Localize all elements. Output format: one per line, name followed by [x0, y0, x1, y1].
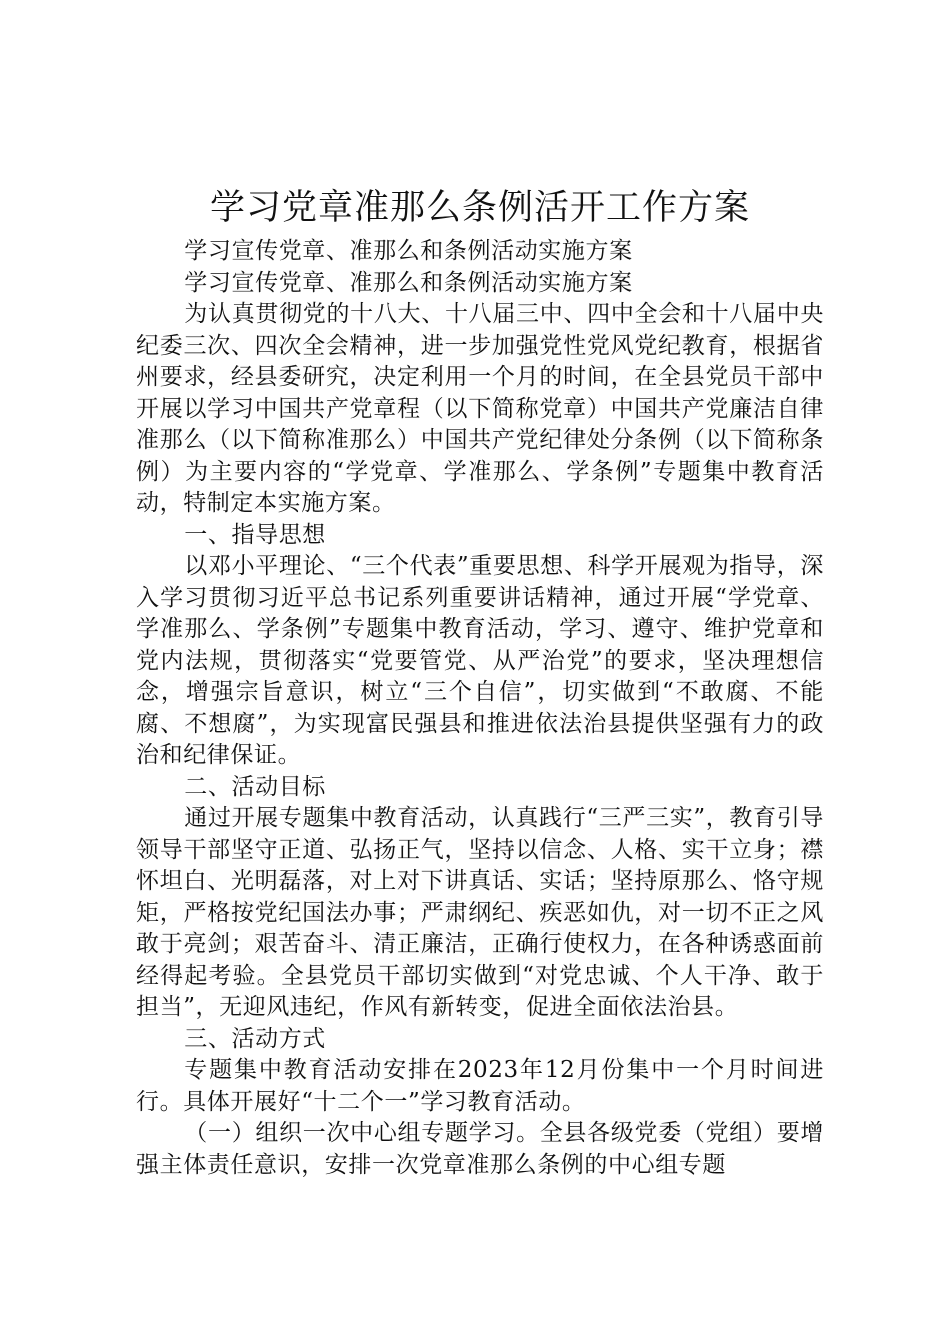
section-heading-guiding-ideology: 一、指导思想: [184, 521, 326, 548]
section-heading-activity-goals: 二、活动目标: [184, 773, 326, 800]
document-title: 学习党章准那么条例活开工作方案: [209, 188, 750, 228]
intro-paragraph: 为认真贯彻党的十八大、十八届三中、四中全会和十八届中央纪委三次、四次全会精神，进一步加强党性党风党纪教育，根据省州要求，经县委研究，决定利用一个月的时间，在全县党员干部中开展以学习中国共产党章程（以下简称党章）中国共产党廉洁自律准那么（以下简称准那么）中国共产党纪律处分条例（以下简称条例）为主要内容的“学党章、学准那么、学条例”专题集中教育活动，特制定本实施方案。: [136, 301, 824, 516]
subtitle-line: 学习宣传党章、准那么和条例活动实施方案: [184, 238, 633, 264]
activity-methods-paragraph: 专题集中教育活动安排在2023年12月份集中一个月时间进行。具体开展好“十二个一”学习教育活动。: [136, 1057, 824, 1115]
subtitle-line: 学习宣传党章、准那么和条例活动实施方案: [184, 269, 633, 296]
document-page: [136, 180, 824, 1181]
activity-goals-paragraph: 通过开展专题集中教育活动，认真践行“三严三实”，教育引导领导干部坚守正道、弘扬正气，坚持以信念、人格、实干立身；襟怀坦白、光明磊落，对上对下讲真话、实话；坚持原那么、恪守规矩，严格按党纪国法办事；严肃纲纪、疾恶如仇，对一切不正之风敢于亮剑；艰苦奋斗、清正廉洁，正确行使权力，在各种诱惑面前经得起考验。全县党员干部切实做到“对党忠诚、个人干净、敢于担当”，无迎风违纪，作风有新转变，促进全面依法治县。: [136, 805, 824, 1020]
method-item-1-paragraph: （一）组织一次中心组专题学习。全县各级党委（党组）要增强主体责任意识，安排一次党章准那么条例的中心组专题: [136, 1120, 824, 1178]
section-heading-activity-methods: 三、活动方式: [184, 1025, 326, 1052]
guiding-ideology-paragraph: 以邓小平理论、“三个代表”重要思想、科学开展观为指导，深入学习贯彻习近平总书记系列重要讲话精神，通过开展“学党章、学准那么、学条例”专题集中教育活动，学习、遵守、维护党章和党内法规，贯彻落实“党要管党、从严治党”的要求，坚决理想信念，增强宗旨意识，树立“三个自信”，切实做到“不敢腐、不能腐、不想腐”，为实现富民强县和推进依法治县提供坚强有力的政治和纪律保证。: [136, 553, 824, 768]
